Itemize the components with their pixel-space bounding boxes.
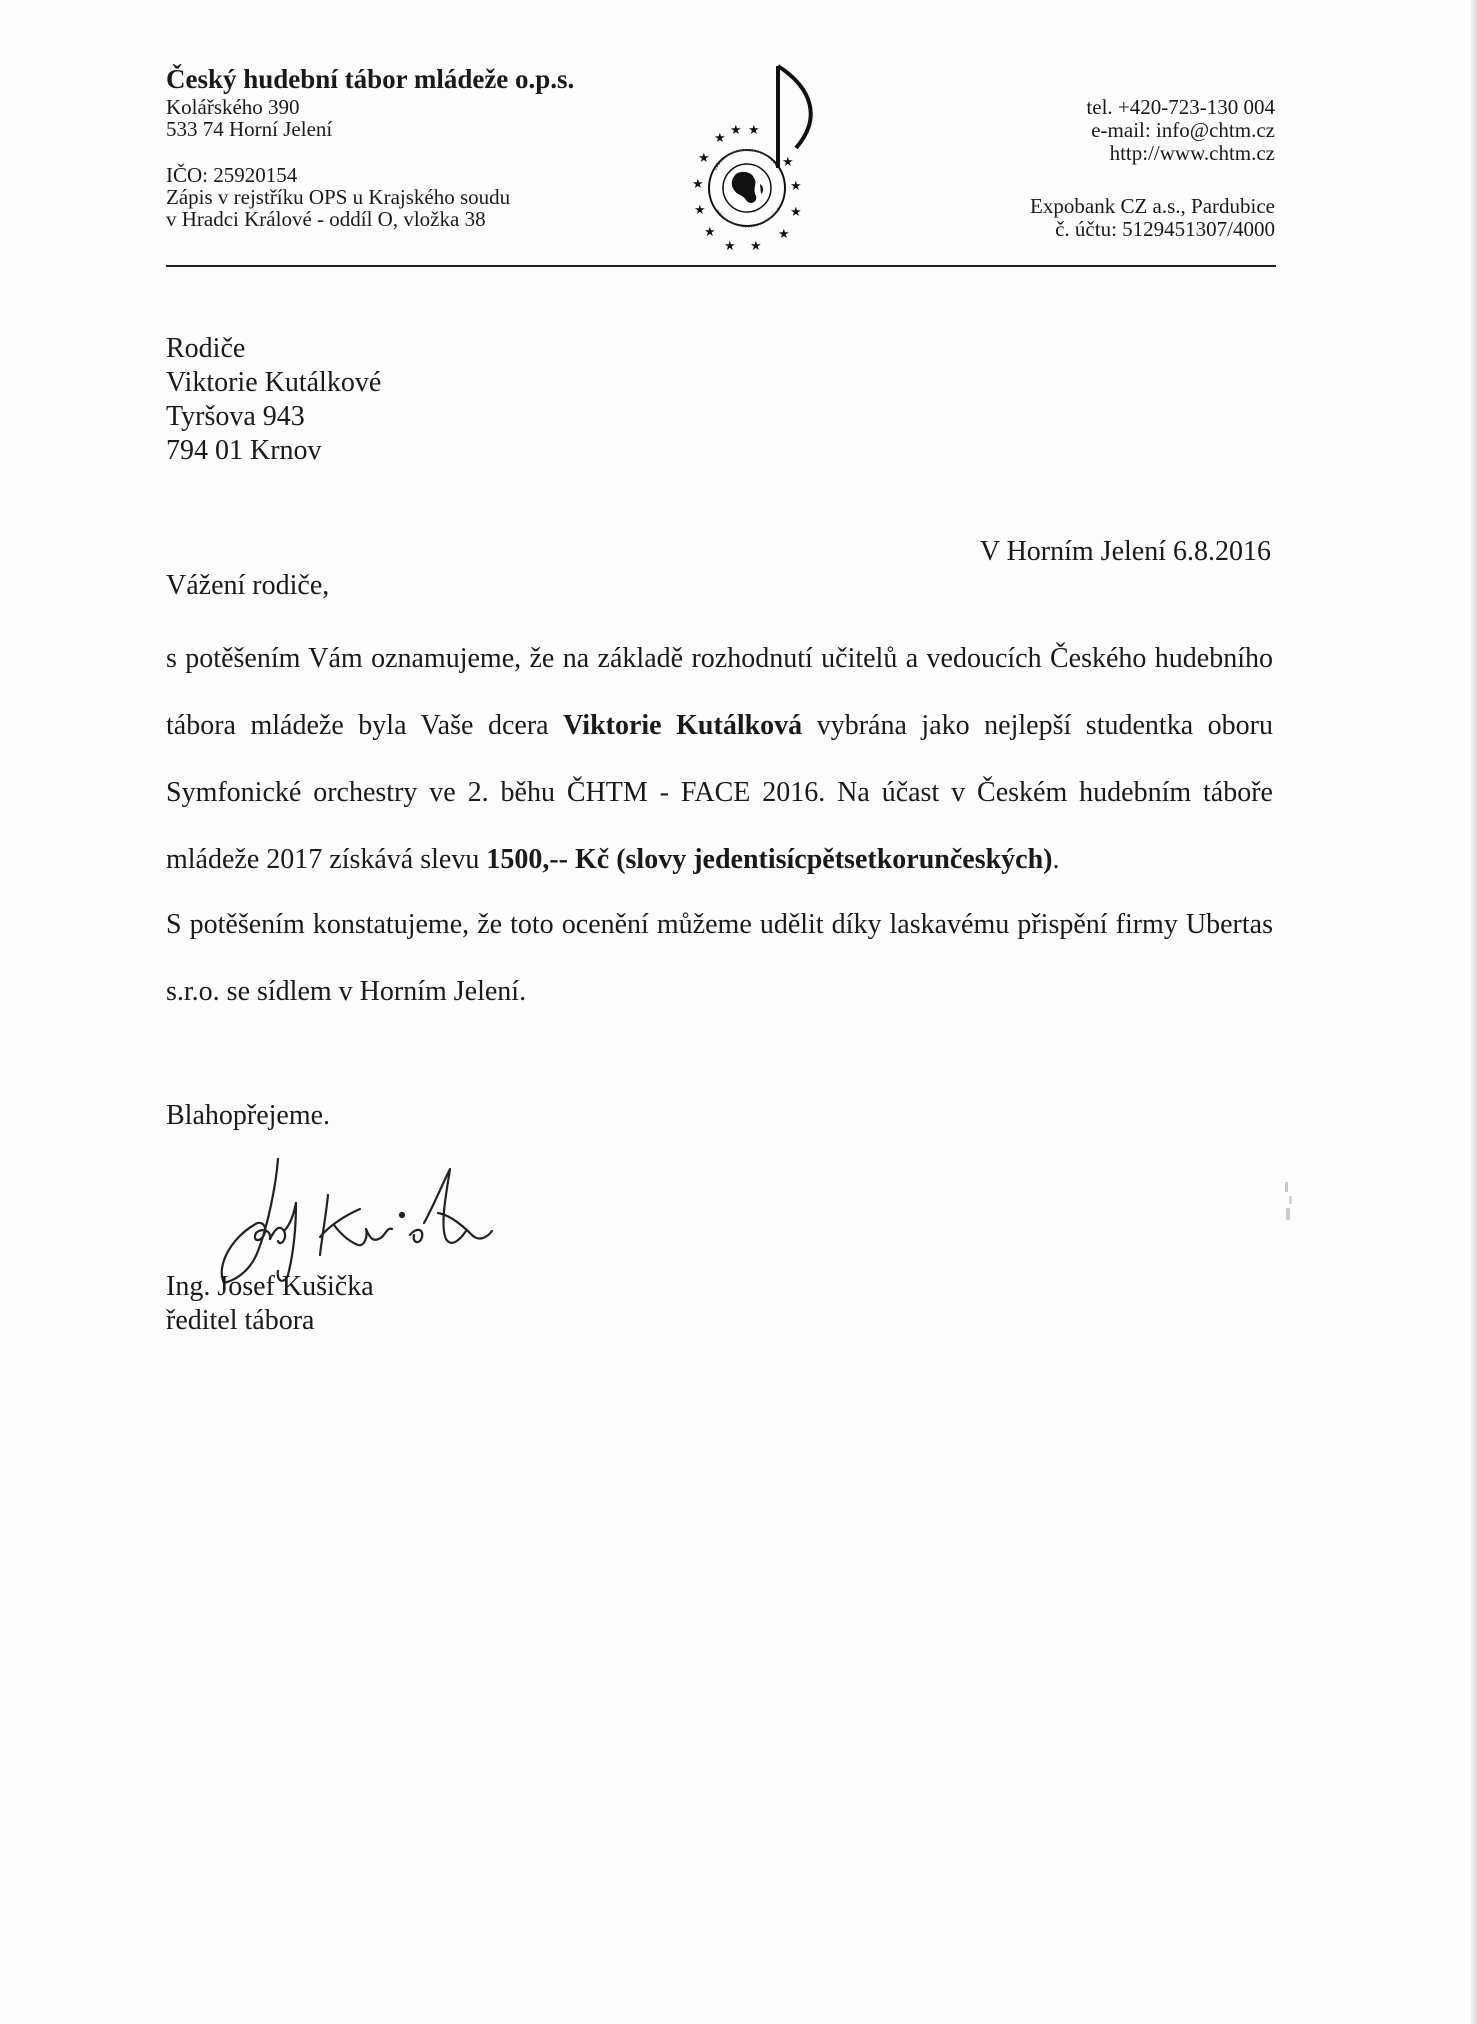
signer-name: Ing. Josef Kušička xyxy=(166,1271,374,1302)
org-street: Kolářského 390 xyxy=(166,95,300,119)
body-paragraph-1: s potěšením Vám oznamujeme, že na základě rozhodnutí učitelů a vedoucích Českého hudebního tábora mládeže byla Vaše dcera Viktorie Kutálková vybrána jako nejlepší studentka oboru Symfonické orchestry ve 2. běhu ČHTM - FACE 2016. Na účast v Českém hudebním táboře mládeže 2017 získává slevu 1500,-- Kč (slovy jedentisícpětsetkorunčeských). xyxy=(166,643,1273,875)
svg-text:★: ★ xyxy=(698,151,710,166)
recipient-line-4: 794 01 Krnov xyxy=(166,435,322,466)
org-registry-2: v Hradci Králové - oddíl O, vložka 38 xyxy=(166,207,486,231)
scan-smudge xyxy=(1283,1180,1295,1228)
svg-text:★: ★ xyxy=(782,155,794,170)
org-bank: Expobank CZ a.s., Pardubice xyxy=(1030,194,1275,218)
svg-text:★: ★ xyxy=(730,123,742,138)
org-ico: IČO: 25920154 xyxy=(166,163,298,187)
svg-text:★: ★ xyxy=(790,179,802,194)
recipient-line-3: Tyršova 943 xyxy=(166,401,305,432)
org-email: e-mail: info@chtm.cz xyxy=(1091,118,1275,142)
svg-text:★: ★ xyxy=(790,205,802,220)
letter-body xyxy=(166,625,1273,1025)
recipient-line-1: Rodiče xyxy=(166,333,246,364)
recipient-address xyxy=(166,332,381,468)
salutation: Vážení rodiče, xyxy=(166,570,330,601)
svg-text:★: ★ xyxy=(692,177,704,192)
org-city: 533 74 Horní Jelení xyxy=(166,117,333,141)
svg-text:★: ★ xyxy=(778,227,790,242)
page-edge-shadow xyxy=(1471,0,1477,2024)
body-paragraph-2: S potěšením konstatujeme, že toto ocenění můžeme udělit díky laskavému přispění firmy Ubertas s.r.o. se sídlem v Horním Jelení. xyxy=(166,909,1273,1007)
org-registry-1: Zápis v rejstříku OPS u Krajského soudu xyxy=(166,185,511,209)
letterhead-right xyxy=(1030,96,1275,241)
recipient-line-2: Viktorie Kutálkové xyxy=(166,367,382,398)
org-account: č. účtu: 5129451307/4000 xyxy=(1055,217,1275,241)
svg-text:★: ★ xyxy=(724,239,736,254)
svg-text:★: ★ xyxy=(704,225,716,240)
letterhead-divider xyxy=(166,265,1276,267)
closing: Blahopřejeme. xyxy=(166,1100,331,1131)
signer-block xyxy=(166,1270,374,1338)
svg-text:★: ★ xyxy=(694,203,706,218)
svg-text:★: ★ xyxy=(748,123,760,138)
signer-title: ředitel tábora xyxy=(166,1305,315,1336)
letterhead-left xyxy=(166,64,574,230)
org-tel: tel. +420-723-130 004 xyxy=(1086,95,1275,119)
org-web: http://www.chtm.cz xyxy=(1109,141,1275,165)
letter-date: V Horním Jelení 6.8.2016 xyxy=(979,536,1271,567)
org-name: Český hudební tábor mládeže o.p.s. xyxy=(166,64,575,94)
student-name: Viktorie Kutálková xyxy=(563,710,803,741)
svg-text:★: ★ xyxy=(750,239,762,254)
music-camp-logo xyxy=(672,58,822,258)
svg-text:★: ★ xyxy=(714,131,726,146)
discount-amount: 1500,-- Kč (slovy jedentisícpětsetkorunčeských) xyxy=(486,844,1053,875)
